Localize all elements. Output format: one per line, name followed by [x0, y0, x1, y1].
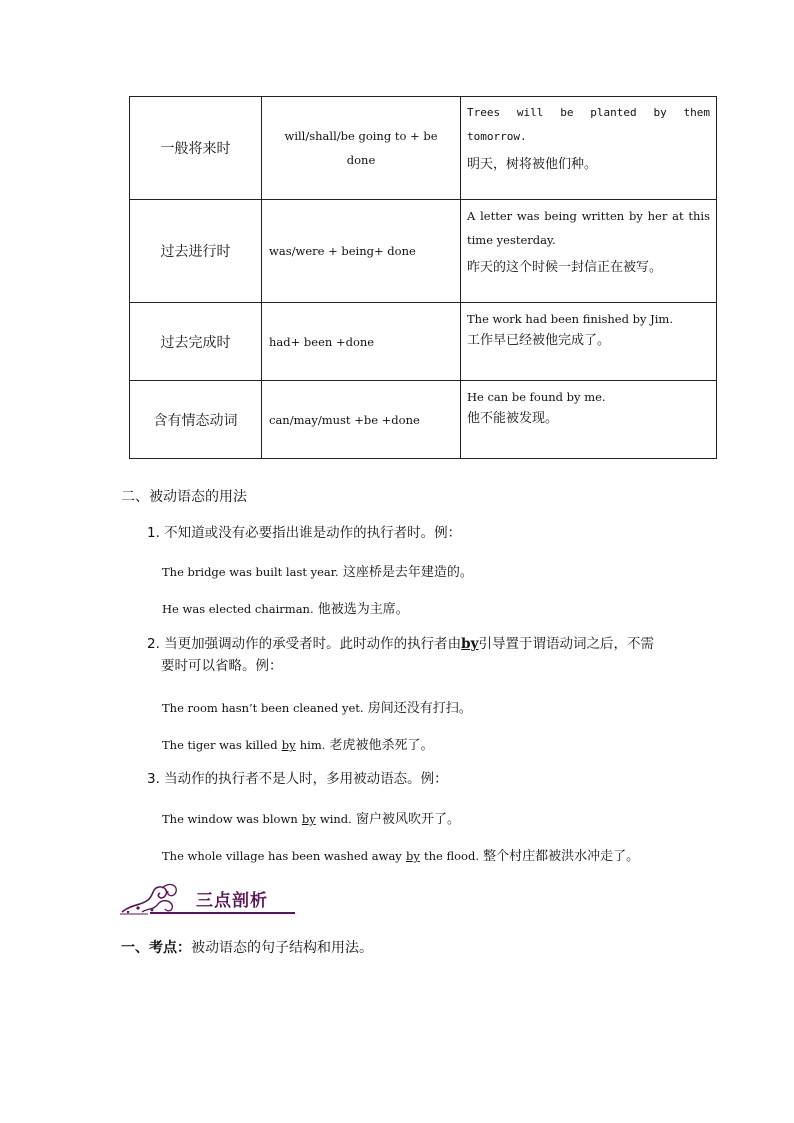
by-keyword: by: [301, 812, 316, 826]
tense-form: had+ been +done: [262, 303, 461, 381]
passive-tense-table: [129, 96, 717, 459]
usage-example: [162, 845, 639, 864]
tense-name: 一般将来时: [130, 97, 262, 200]
example-english: The tiger was killed: [162, 738, 278, 752]
kaodian-line: [121, 937, 373, 957]
example-english: Trees will be planted by them tomorrow.: [467, 106, 710, 143]
table-row: [130, 200, 717, 303]
usage-example: [162, 598, 409, 617]
tense-form: can/may/must +be +done: [262, 381, 461, 459]
example-chinese: 这座桥是去年建造的。: [342, 565, 473, 580]
usage-item-1: 1. 不知道或没有必要指出谁是动作的执行者时。例：: [147, 525, 462, 541]
usage-item-3: 3. 当动作的执行者不是人时，多用被动语态。例：: [147, 771, 448, 787]
by-keyword: by: [281, 738, 296, 752]
item-text: 引导置于谓语动词之后，不需: [478, 636, 654, 652]
item-text: 要时可以省略。例：: [161, 658, 283, 674]
tense-form: was/were + being+ done: [262, 200, 461, 303]
banner-underline: [150, 912, 295, 914]
example-english: A letter was being written by her at this time yesterday.: [467, 209, 710, 247]
tense-example: [461, 97, 717, 200]
section-banner-title: 三点剖析: [196, 891, 268, 911]
example-english: the flood.: [423, 849, 479, 863]
example-english: The work had been finished by Jim.: [467, 312, 673, 326]
tense-name: 过去完成时: [130, 303, 262, 381]
example-english: The window was blown: [162, 812, 298, 826]
kaodian-label: 一、考点：: [121, 940, 191, 956]
item-text: 2. 当更加强调动作的承受者时。此时动作的执行者由: [147, 636, 462, 652]
example-english: wind.: [319, 812, 352, 826]
example-english: He can be found by me.: [467, 390, 606, 404]
example-english: He was elected chairman.: [162, 602, 314, 616]
usage-example: [162, 808, 460, 827]
tense-name: 过去进行时: [130, 200, 262, 303]
example-english: The room hasn’t been cleaned yet.: [162, 701, 364, 715]
usage-heading: 二、被动语态的用法: [121, 489, 247, 505]
tense-name: 含有情态动词: [130, 381, 262, 459]
by-keyword: by: [405, 849, 420, 863]
tense-example: [461, 303, 717, 381]
example-chinese: 明天，树将被他们种。: [467, 157, 598, 172]
table-row: [130, 381, 717, 459]
kaodian-text: 被动语态的句子结构和用法。: [191, 940, 373, 956]
table-row: [130, 97, 717, 200]
usage-example: [162, 734, 434, 753]
example-chinese: 老虎被他杀死了。: [329, 738, 434, 753]
by-keyword: by: [461, 636, 479, 652]
tense-form: will/shall/be going to + be done: [262, 97, 461, 200]
usage-example: [162, 697, 472, 716]
example-english: him.: [299, 738, 326, 752]
example-english: The whole village has been washed away: [162, 849, 402, 863]
example-english: The bridge was built last year.: [162, 565, 339, 579]
example-chinese: 工作早已经被他完成了。: [467, 333, 611, 348]
usage-item-2: [147, 633, 687, 677]
tense-example: [461, 200, 717, 303]
example-chinese: 他不能被发现。: [467, 411, 559, 426]
table-row: [130, 303, 717, 381]
usage-example: [162, 561, 473, 580]
example-chinese: 房间还没有打扫。: [367, 701, 472, 716]
example-chinese: 窗户被风吹开了。: [355, 812, 460, 827]
example-chinese: 他被选为主席。: [317, 602, 409, 617]
example-chinese: 昨天的这个时候一封信正在被写。: [467, 260, 663, 275]
tense-example: [461, 381, 717, 459]
example-chinese: 整个村庄都被洪水冲走了。: [483, 849, 640, 864]
